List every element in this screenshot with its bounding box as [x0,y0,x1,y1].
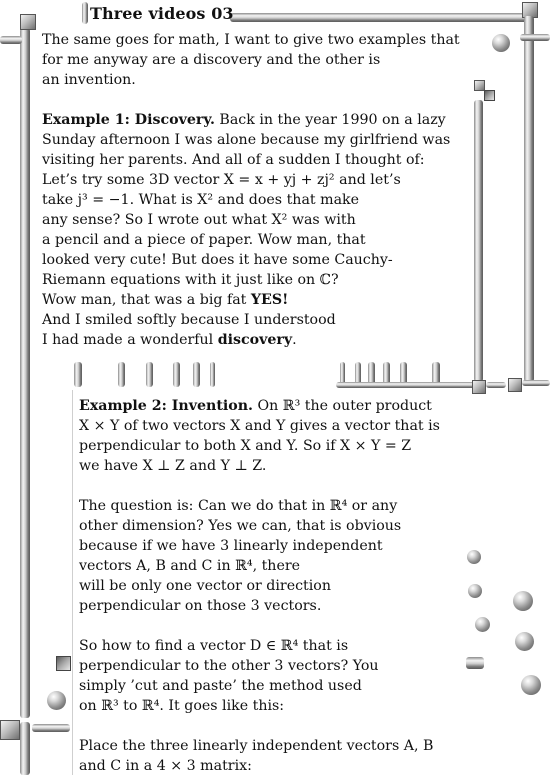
wow-bold: YES! [250,292,289,308]
example2-line: X × Y of two vectors X and Y gives a vector that is [79,418,440,434]
place-line: and C in a 4 × 3 matrix: [79,758,252,774]
top-left-ornament [20,14,36,30]
example1-line: visiting her parents. And all of a sudden I thought of: [42,152,425,168]
question-line: perpendicular on those 3 vectors. [79,598,322,614]
example1-line: any sense? So I wrote out what X² was with [42,212,356,228]
intro-line: The same goes for math, I want to give two examples that [42,32,460,48]
right-top-tab [520,34,550,41]
example1-wow-line [42,290,450,310]
sohow-line: simply ’cut and paste’ the method used [79,678,362,694]
metal-ball [515,632,534,651]
divider-right-bar [486,382,506,388]
example2-paragraph [79,396,440,476]
metal-ball [475,617,490,632]
small-right-bar [466,657,484,669]
example1-line: Riemann equations with it just like on ℂ? [42,272,339,288]
metal-ball [467,550,481,564]
discovery-bold: discovery [217,332,293,348]
example1-line: looked very cute! But does it have some Cauchy- [42,252,393,268]
divider-bar [193,362,200,387]
divider-bar [173,362,180,387]
divider-ornament [472,380,486,394]
example2-line: On ℝ³ the outer product [253,398,432,414]
right-frame-bar-top [524,16,534,382]
inner-left-rule [72,390,73,775]
example1-first-line [42,110,450,130]
inner-right-bar [474,100,483,382]
metal-ball [521,675,541,695]
example1-discovery-line [42,330,450,350]
metal-ball [47,691,66,710]
divider-far-right-bar [522,380,550,386]
example2-first-line [79,396,440,416]
example1-line: Let’s try some 3D vector X = x + yj + zj² and let’s [42,172,401,188]
question-line: because if we have 3 linearly independent [79,538,383,554]
example2-line: we have X ⊥ Z and Y ⊥ Z. [79,458,267,474]
mid-right-ornament-2 [484,90,495,101]
example2-heading: Example 2: Invention. [79,398,253,414]
example1-paragraph [42,110,450,350]
sohow-line: So how to find a vector D ∈ ℝ⁴ that is [79,638,349,654]
title-underline-bar [230,13,530,22]
question-paragraph [79,496,401,616]
title-left-bar [82,2,88,24]
divider-ornament-right [508,378,522,392]
sohow-line: on ℝ³ to ℝ⁴. It goes like this: [79,698,285,714]
had-suffix: . [292,332,297,348]
sohow-line: perpendicular to the other 3 vectors? You [79,658,379,674]
metal-ball [513,591,533,611]
question-line: will be only one vector or direction [79,578,331,594]
bottom-left-bar [32,724,70,732]
divider-bar [118,362,125,387]
question-line: The question is: Can we do that in ℝ⁴ or any [79,498,398,514]
divider-bar [210,362,215,387]
intro-line: an invention. [42,72,136,88]
example1-line: Back in the year 1990 on a lazy [214,112,446,128]
example1-heading: Example 1: Discovery. [42,112,215,128]
example1-line: And I smiled softly because I understood [42,312,336,328]
bottom-left-ornament [56,656,71,671]
intro-line: for me anyway are a discovery and the other is [42,52,381,68]
divider-base-bar [336,382,486,388]
metal-ball [468,584,482,598]
divider-bar [146,362,153,387]
example2-line: perpendicular to both X and Y. So if X × Y = Z [79,438,412,454]
question-line: other dimension? Yes we can, that is obvious [79,518,402,534]
bottom-left-corner [0,720,20,740]
question-line: vectors A, B and C in ℝ⁴, there [79,558,301,574]
page-title: Three videos 03 [90,4,234,23]
place-line: Place the three linearly independent vectors A, B [79,738,434,754]
wow-text: Wow man, that was a big fat [42,292,251,308]
left-frame-bar-lower [20,722,30,775]
place-paragraph [79,736,433,776]
intro-paragraph [42,30,460,90]
sohow-paragraph [79,636,379,716]
metal-ball [492,34,510,52]
top-left-tab [0,36,22,44]
example1-line: take j³ = −1. What is X² and does that make [42,192,360,208]
divider-bar [74,362,82,387]
example1-line: Sunday afternoon I was alone because my girlfriend was [42,132,451,148]
left-frame-bar [20,28,30,718]
had-text: I had made a wonderful [42,332,218,348]
example1-line: a pencil and a piece of paper. Wow man, that [42,232,366,248]
